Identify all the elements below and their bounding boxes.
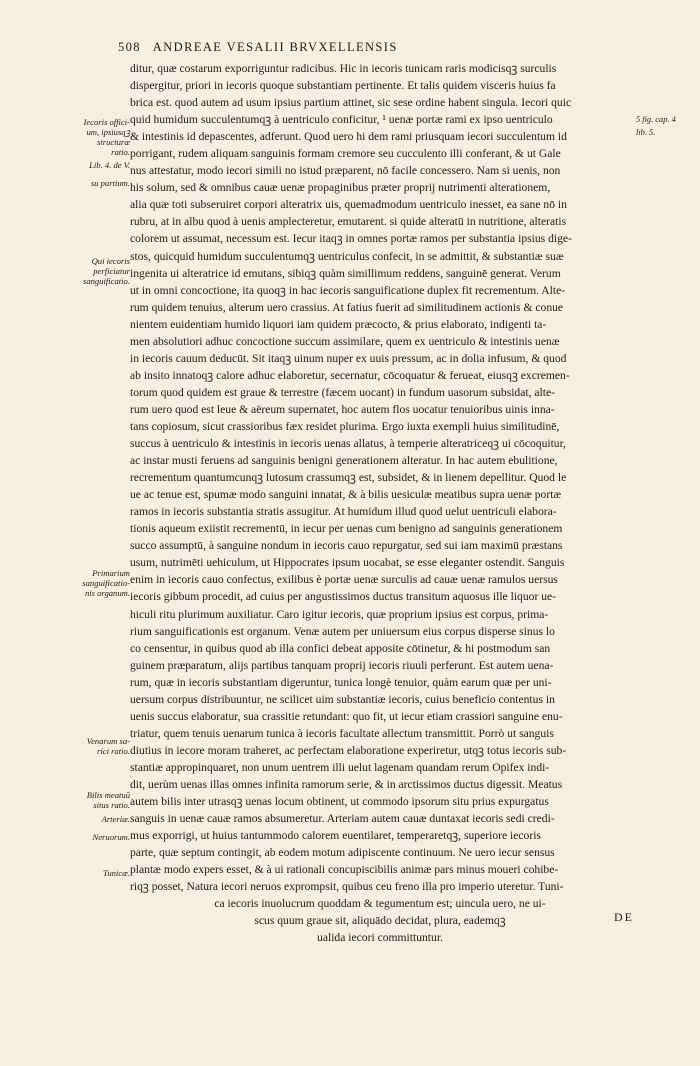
text-line: scus quum graue sit, aliquādo decidat, plura, eademqꝫ (254, 914, 506, 928)
text-line: nientem euidentiam humido liquori iam quidem præcocto, & prius elaborato, indigenti ta- (130, 317, 547, 331)
margin-note (68, 178, 130, 188)
running-title: ANDREAE VESALII BRVXELLENSIS (152, 40, 398, 54)
margin-note-line: sanguificatio- (82, 578, 130, 588)
margin-note-line: Primarium (92, 568, 130, 578)
catchword: DE (614, 910, 634, 924)
text-line: ingenita ui alteratrice id emutans, sibiqꝫ quàm simillimum reddens, sanguinē generat. Verum (130, 266, 561, 280)
text-line: usum, nutrimēti uehiculum, ut Hippocrates ipsum uocabat, se esse eleganter ostendit. Sanguis (130, 556, 565, 570)
text-line: recrementum quantumcunqꝫ lutosum crassumqꝫ est, subsidet, & in lienem depellitur. Quod le (130, 471, 567, 485)
margin-note-line: situs ratio. (93, 800, 130, 810)
margin-note (68, 256, 130, 286)
text-line: stantiæ appropinquaret, non unum uentrem illi uelut lagenam quandam rerum Opifex indi- (130, 760, 550, 774)
text-line: ualida iecori committuntur. (317, 931, 443, 945)
margin-note-line: ratio. (111, 147, 130, 157)
text-line: brica est. quod autem ad usum ipsius partium attinet, sic sese ordine habent singula. Iecori quic (130, 96, 572, 110)
margin-note (68, 790, 130, 810)
text-line: rum, quæ in iecoris substantiam digeruntur, tunica longè tenuior, quàm earum quæ per uni- (130, 675, 552, 689)
text-line: enim in iecoris cauo confectus, exilibus è portæ uenæ surculis ad cauæ uenæ ramulos uersus (130, 573, 558, 587)
text-line: ab insito innatoqꝫ calore adhuc elaboretur, secernatur, cōcoquatur & ferueat, eiusqꝫ excremen- (130, 368, 570, 382)
margin-note-line: sanguificatio. (82, 276, 130, 286)
margin-note (68, 814, 130, 824)
margin-note-line: Lib. 4. de V. (89, 160, 130, 170)
text-line: guinem præparatum, alijs partibus tanquam proprij iecoris riuuli perferunt. Est autem uena- (130, 658, 554, 672)
text-line: tionis aqueum exiistit recrementū, in iecur per uenas cum benigno ad sanguinis generationem (130, 522, 563, 536)
margin-note (68, 568, 130, 598)
margin-note-line: Venarum sa- (86, 736, 130, 746)
margin-note-line: Neruorum. (92, 832, 130, 842)
margin-note-line: um, ipsiusqꝫ (86, 127, 130, 137)
margin-reference: 5 fig. cap. 4 (636, 115, 676, 124)
margin-note-line: nis organum. (84, 588, 130, 598)
text-line: stos, quicquid humidum succulentumqꝫ uentriculus confecit, in se admittit, & substantiæ suæ (130, 249, 564, 263)
margin-note (68, 736, 130, 756)
margin-note-line: Bilis meatuū (86, 790, 130, 800)
margin-note-line: perficiatur (93, 266, 130, 276)
text-line: his solum, sed & omnibus cauæ uenæ propaginibus præter proprij nutrimenti alterationem, (130, 181, 551, 195)
page-number: 508 (118, 40, 141, 54)
margin-note (68, 117, 130, 157)
text-line: dit, uerùm uenas illas omnes infinita ramorum serie, & in arctissimos ductus digessit. Meatus (130, 777, 563, 791)
text-line: ut in omni concoctione, ita quoqꝫ in hac iecoris sanguificatione duplex fit recrementum. Alte- (130, 283, 566, 297)
text-line: uenis succus elaboratur, sua crassitie retundant: quo fit, ut iecur etiam crassiori sanguine enu- (130, 709, 563, 723)
margin-note-line: structuræ (97, 137, 130, 147)
main-text-column (130, 60, 630, 946)
margin-note-line: Iecoris offici- (83, 117, 130, 127)
text-line: ditur, quæ costarum exporriguntur radicibus. Hic in iecoris tunicam raris modicisqꝫ surculis (130, 62, 557, 75)
text-line: triatur, quem tenuis uenarum tunica à iecoris facultate allectum transmittit. Porrò ut sanguis (130, 726, 554, 740)
text-line: ca iecoris inuolucrum quoddam & tegumentum est; uincula uero, ne ui- (214, 897, 546, 911)
margin-note-line: Arteriæ. (101, 814, 130, 824)
margin-note-line: Tunicæ. (103, 868, 130, 878)
text-line: succo assumptū, à sanguine nondum in iecoris cauo repurgatur, sed sui iam maximū præstans (130, 539, 563, 553)
text-line: tans copiosum, sicut crassioribus fæx residet plurima. Ergo iuxta exempli huius similitudinē, (130, 419, 560, 433)
margin-note-line: rici ratio. (97, 746, 130, 756)
text-line: succus à uentriculo & intestinis in iecoris uenas allatus, à temperie alteratriceqꝫ ui cōcoquitur, (130, 437, 566, 451)
text-line: autem bilis inter utrasqꝫ uenas locum obtinent, ut commodo ipsorum situ prius expurgatus (130, 795, 549, 809)
text-line: dispergitur, priori in iecoris quoque substantiam pertinente. Et talis quidem visceris huius fa (130, 79, 556, 93)
margin-note (68, 160, 130, 170)
text-line: plantæ modo expers esset, & à ui rationali concupiscibilis animæ pars minus moueri cohibe- (130, 863, 559, 877)
text-line: alia quæ toti subseruiret corpori alteratrix uis, quemadmodum uentriculo inesset, ea sane nō in (130, 198, 567, 212)
text-line: hiculi ritu plurimum auxiliatur. Caro igitur iecoris, quæ proprium ipsius est corpus, prima- (130, 607, 549, 621)
text-line: & intestinis id depascentes, adferunt. Quod uero hi dem rami priusquam iecori succulentum id (130, 130, 567, 144)
text-line: diutius in iecore moram traheret, ac perfectam elaboratione experiretur, utqꝫ totus iecoris sub- (130, 743, 567, 757)
margin-note-line: Qui iecoris (91, 256, 130, 266)
text-line: sanguis in uenæ cauæ ramos absumeretur. Arteriam autem cauæ duntaxat iecoris sedi credi- (130, 812, 555, 826)
margin-reference: lib. 5. (636, 128, 656, 137)
text-line: mus exporrigi, ut huius tantummodo calorem euentilaret, temperaretqꝫ, superiore iecoris (130, 829, 541, 843)
text-line: quid humidum succulentumqꝫ à uentriculo conficitur, ¹ uenæ portæ rami ex ipso uentriculo (130, 113, 553, 127)
text-line: ramos in iecoris substantia stratis assugitur. At humidum illud quod uelut uentriculi elabora- (130, 505, 557, 519)
text-line: rum quidem tenuius, alterum uero crassius. At fatius fuerit ad similitudinem actionis & conue (130, 300, 564, 314)
text-line: ac instar musti feruens ad sanguinis benigni generationem alteratur. In hac autem ebulitione, (130, 454, 558, 468)
text-line: ue ac tenue est, spumæ modo sanguini innatat, & à bilis uesiculæ meatibus supra uenæ portæ (130, 488, 562, 502)
text-line: torum quod quidem est graue & terrestre (fæcem uocant) in fundum uasorum subsidat, alte- (130, 385, 555, 399)
text-line: porrigant, rudem aliquam sanguinis formam cremore seu cucculento illi conferant, & ut Gale (130, 147, 561, 161)
text-line: rubru, at in albu quod à uenis amplecteretur, emutarent. si quide alteratū in nutritione, alteratis (130, 215, 567, 229)
text-line: iecoris gibbum procedit, ad cuius per angustissimos ductus transitum aquosus ille liquor ue- (130, 590, 557, 604)
text-line: colorem ut assumat, necessum est. Iecur itaqꝫ in omnes portæ ramos per substantia ipsius dige- (130, 232, 572, 246)
running-header (118, 40, 658, 55)
text-line: in iecoris cauum deducūt. Sit itaqꝫ uinum nuper ex uuis pressum, ac in dolia infusum, & quod (130, 351, 567, 365)
margin-note (68, 832, 130, 842)
margin-note (68, 868, 130, 878)
text-line: men absolutiori adhuc concoctione succum assimilare, quem ex uentriculo & intestinis uenæ (130, 334, 560, 348)
text-line: rum uero quod est leue & aëreum supernatet, hoc autem flos uocatur tenuioribus uinis inna- (130, 402, 555, 416)
text-line: uersum corpus distribuuntur, ne scilicet uim substantiæ iecoris, cuius beneficio contentus in (130, 692, 555, 706)
text-line: nus attestatur, modo iecori simili no istud præparent, nō facile concessero. Nam si uenis, non (130, 164, 561, 178)
text-line: co censentur, in quibus quod ab illa confici debeat apposite cōtinetur, & hi postmodum san (130, 641, 551, 655)
text-line: rium sanguificationis est organum. Venæ autem per uniuersum eius corpus disperse sinus lo (130, 624, 555, 638)
text-line: riqꝫ posset, Natura iecori neruos exprompsit, quibus ceu freno illa pro imperio uteretur. Tuni- (130, 880, 564, 894)
text-line: parte, quæ septum contingit, ab eodem motum adipiscente continuum. Ne uero iecur sensus (130, 846, 555, 860)
margin-note-line: su partium. (90, 178, 130, 188)
